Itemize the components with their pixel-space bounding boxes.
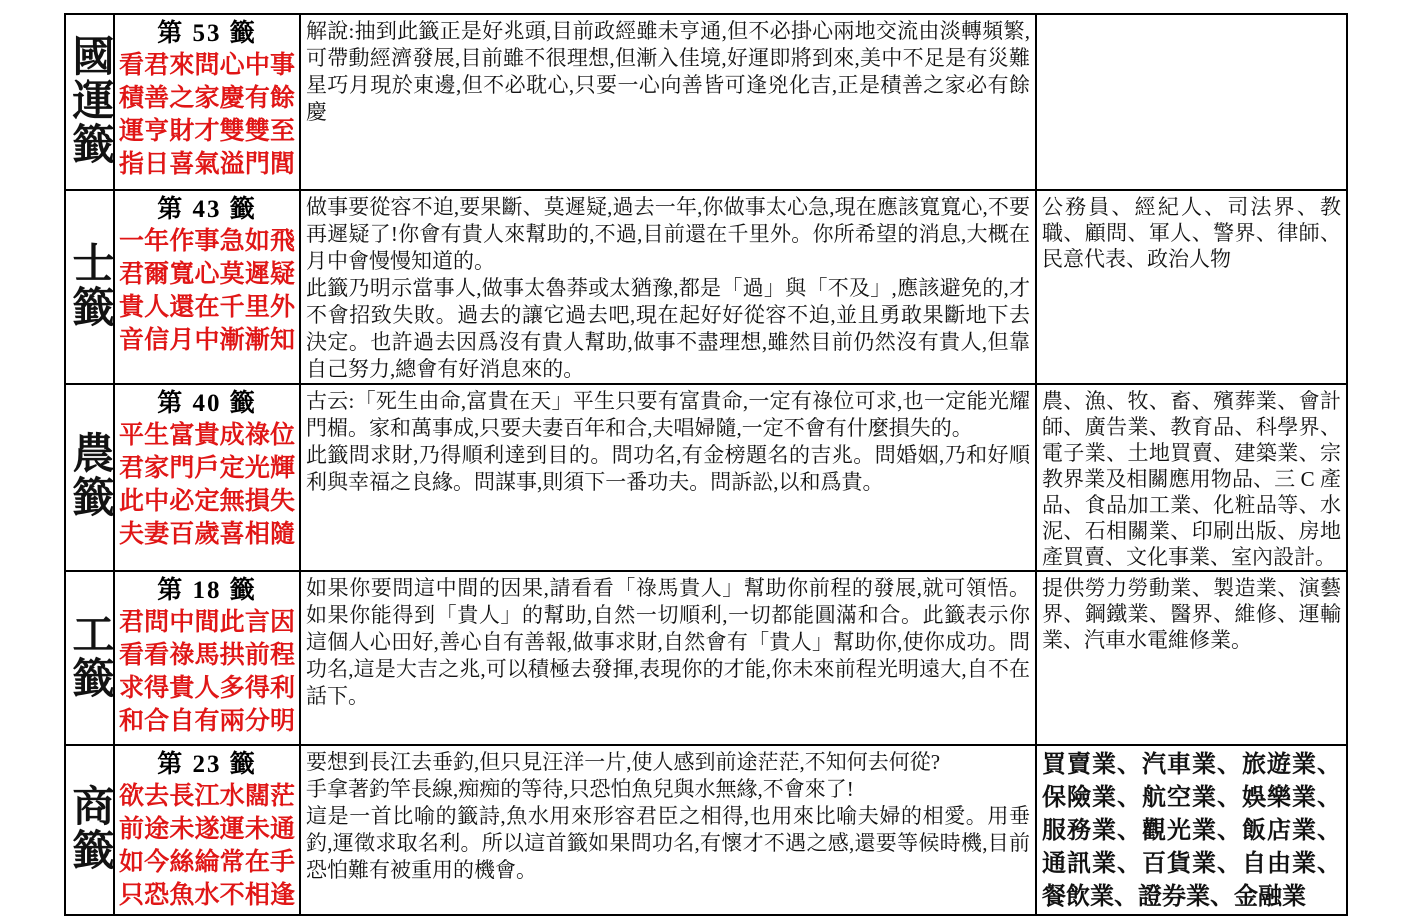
poem-line: 和合自有兩分明 bbox=[119, 708, 295, 735]
category-cell bbox=[65, 571, 114, 745]
explanation-paragraph: 解說:抽到此籤正是好兆頭,目前政經雖未亨通,但不必掛心兩地交流由淡轉頻繁,可帶動經濟發展,目前雖不很理想,但漸入佳境,好運即將到來,美中不足是有災難星巧月現於東邊,但不必耽心,只要一心向善皆可逢兇化吉,正是積善之家必有餘慶 bbox=[306, 19, 1030, 124]
poem-line: 一年作事急如飛 bbox=[119, 228, 295, 255]
explanation-paragraph: 此籤乃明示當事人,做事太魯莽或太猶豫,都是「過」與「不及」,應該避免的,才不會招致失敗。過去的讓它過去吧,現在起好好從容不迫,並且勇敢果斷地下去決定。也許過去因爲沒有貴人幫助,做事不盡理想,雖然目前仍然沒有貴人,但靠自己努力,總會有好消息來的。 bbox=[306, 276, 1030, 381]
table-row bbox=[65, 14, 1347, 190]
occupations-text: 買賣業、汽車業、旅遊業、保險業、航空業、娛樂業、服務業、觀光業、飯店業、通訊業、百貨業、自由業、餐飲業、證券業、金融業 bbox=[1042, 752, 1341, 910]
poem-number: 第 40 籤 bbox=[157, 390, 257, 417]
category-label: 國運籤 bbox=[66, 33, 113, 166]
explanation-paragraph: 做事要從容不迫,要果斷、莫遲疑,過去一年,你做事太心急,現在應該寬寬心,不要再遲疑了!你會有貴人來幫助的,不過,目前還在千里外。你所希望的消息,大概在月中會慢慢知道的。 bbox=[306, 195, 1030, 273]
occupations-text: 提供勞力勞動業、製造業、演藝界、鋼鐵業、醫界、維修、運輸業、汽車水電維修業。 bbox=[1042, 576, 1341, 652]
table-row bbox=[65, 190, 1347, 384]
explanation-paragraph: 如果你要問這中間的因果,請看看「祿馬貴人」幫助你前程的發展,就可領悟。如果你能得到「貴人」的幫助,自然一切順利,一切都能圓滿和合。此籤表示你這個人心田好,善心自有善報,做事求財,自然會有「貴人」幫助你,使你成功。問功名,這是大吉之兆,可以積極去發揮,表現你的才能,你未來前程光明遠大,自不在話下。 bbox=[306, 576, 1030, 708]
occupations-cell bbox=[1036, 384, 1347, 571]
poem-line: 音信月中漸漸知 bbox=[119, 327, 295, 354]
occupations-cell bbox=[1036, 571, 1347, 745]
poem-number: 第 53 籤 bbox=[157, 20, 257, 47]
explanation-paragraph: 古云:「死生由命,富貴在天」平生只要有富貴命,一定有祿位可求,也一定能光耀門楣。家和萬事成,只要夫妻百年和合,夫唱婦隨,一定不會有什麼損失的。 bbox=[306, 389, 1030, 440]
poem-line: 如今絲綸常在手 bbox=[119, 849, 295, 876]
category-label: 工籤 bbox=[66, 611, 113, 700]
explanation-paragraph: 這是一首比喻的籤詩,魚水用來形容君臣之相得,也用來比喻夫婦的相愛。用垂釣,運徵求取名利。所以這首籤如果問功名,有懷才不遇之感,還要等候時機,目前恐怕難有被重用的機會。 bbox=[306, 804, 1030, 882]
poem-line: 看看祿馬拱前程 bbox=[119, 642, 295, 669]
poem-line: 平生富貴成祿位 bbox=[119, 422, 295, 449]
occupations-cell bbox=[1036, 14, 1347, 190]
poem-cell bbox=[114, 14, 300, 190]
fortune-table-wrapper bbox=[64, 13, 1348, 916]
poem-line: 君問中間此言因 bbox=[119, 609, 295, 636]
poem-cell bbox=[114, 745, 300, 915]
poem-line: 求得貴人多得利 bbox=[119, 675, 295, 702]
occupations-cell bbox=[1036, 190, 1347, 384]
poem-line: 欲去長江水闊茫 bbox=[119, 783, 295, 810]
poem-line: 夫妻百歲喜相隨 bbox=[119, 521, 295, 548]
occupations-text: 公務員、經紀人、司法界、教職、顧問、軍人、警界、律師、民意代表、政治人物 bbox=[1042, 195, 1341, 271]
category-cell bbox=[65, 14, 114, 190]
explanation-cell bbox=[300, 14, 1036, 190]
category-cell bbox=[65, 384, 114, 571]
fortune-table bbox=[64, 13, 1348, 916]
category-label: 農籤 bbox=[66, 431, 113, 519]
poem-cell bbox=[114, 190, 300, 384]
explanation-cell bbox=[300, 571, 1036, 745]
poem-line: 指日喜氣溢門閭 bbox=[119, 151, 295, 178]
poem-line: 前途未遂運未通 bbox=[119, 816, 295, 843]
poem-cell bbox=[114, 571, 300, 745]
explanation-paragraph: 手拿著釣竿長線,痴痴的等待,只恐怕魚兒與水無緣,不會來了! bbox=[306, 777, 854, 801]
poem-line: 此中必定無損失 bbox=[119, 488, 295, 515]
poem-cell bbox=[114, 384, 300, 571]
poem-line: 君爾寬心莫遲疑 bbox=[119, 261, 295, 288]
poem-number: 第 23 籤 bbox=[157, 751, 257, 778]
category-label: 士籤 bbox=[66, 240, 113, 329]
poem-line: 君家門戶定光輝 bbox=[119, 455, 295, 482]
category-cell bbox=[65, 190, 114, 384]
explanation-paragraph: 要想到長江去垂釣,但只見汪洋一片,使人感到前途茫茫,不知何去何從? bbox=[306, 750, 941, 774]
occupations-text: 農、漁、牧、畜、殯葬業、會計師、廣告業、教育品、科學界、電子業、土地買賣、建築業、宗教界業及相關應用物品、三 C 產品、食品加工業、化粧品等、水泥、石相關業、印刷出版、房地產買賣、文化事業、室內設計。 bbox=[1042, 389, 1341, 569]
poem-line: 積善之家慶有餘 bbox=[119, 85, 295, 112]
table-row bbox=[65, 745, 1347, 915]
explanation-cell bbox=[300, 190, 1036, 384]
occupations-cell bbox=[1036, 745, 1347, 915]
explanation-cell bbox=[300, 745, 1036, 915]
table-row bbox=[65, 571, 1347, 745]
poem-number: 第 43 籤 bbox=[157, 196, 257, 223]
category-cell bbox=[65, 745, 114, 915]
poem-line: 貴人還在千里外 bbox=[119, 294, 295, 321]
table-row bbox=[65, 384, 1347, 571]
poem-number: 第 18 籤 bbox=[157, 577, 257, 604]
category-label: 商籤 bbox=[66, 783, 113, 872]
explanation-paragraph: 此籤問求財,乃得順利達到目的。問功名,有金榜題名的吉兆。問婚姻,乃和好順利與幸福之良緣。問謀事,則須下一番功夫。問訴訟,以和爲貴。 bbox=[306, 443, 1030, 494]
poem-line: 只恐魚水不相逢 bbox=[119, 882, 295, 909]
poem-line: 看君來問心中事 bbox=[119, 52, 295, 79]
poem-line: 運亨財才雙雙至 bbox=[119, 118, 295, 145]
explanation-cell bbox=[300, 384, 1036, 571]
